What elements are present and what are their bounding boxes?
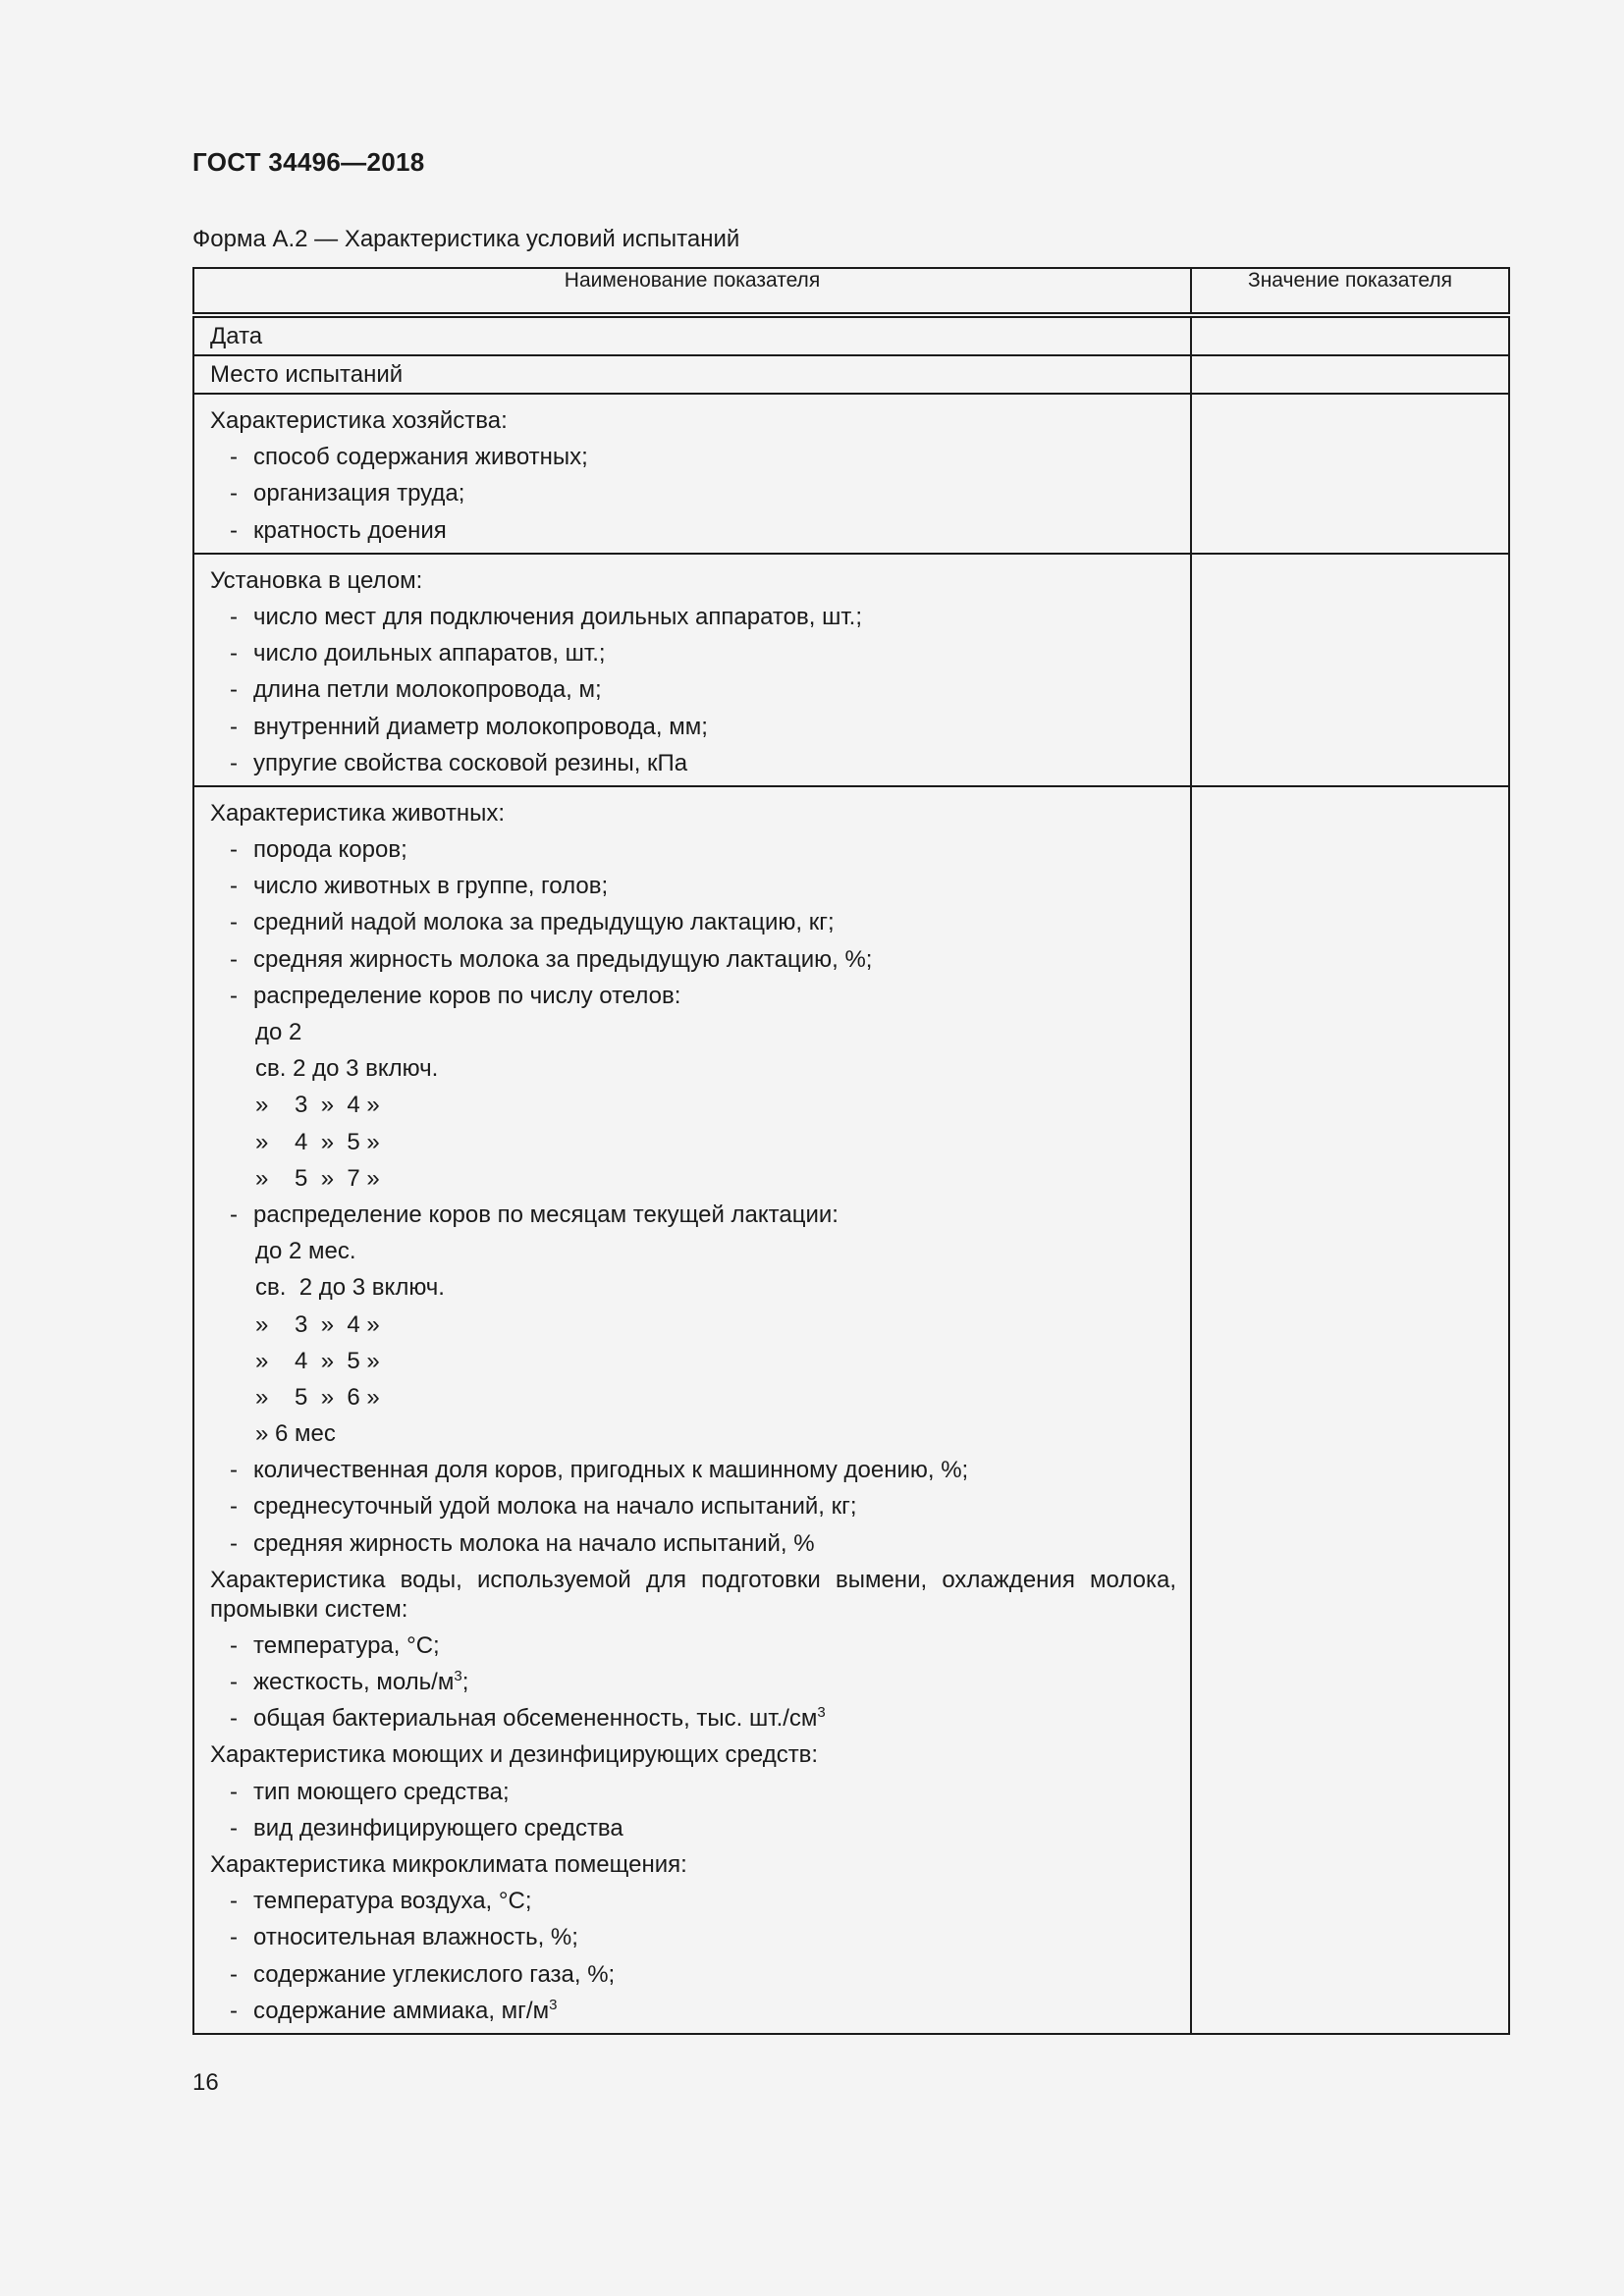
sub-item: » 5 » 6 »	[255, 1383, 380, 1411]
sub-item: » 4 » 5 »	[255, 1128, 380, 1155]
list-item: - кратность доения	[230, 516, 447, 544]
list-item: - относительная влажность, %;	[230, 1924, 578, 1951]
list-item: - температура воздуха, °C;	[230, 1888, 532, 1915]
list-item: - средняя жирность молока на начало испытаний, %	[230, 1529, 815, 1557]
list-item: - порода коров;	[230, 836, 407, 864]
list-item: - тип моющего средства;	[230, 1778, 510, 1805]
list-item: - средний надой молока за предыдущую лактацию, кг;	[230, 909, 835, 936]
indicator-cell	[193, 554, 1191, 786]
section-title-microclimate: Характеристика микроклимата помещения:	[210, 1850, 687, 1878]
section-title-farm: Характеристика хозяйства:	[210, 407, 508, 434]
column-header-indicator: Наименование показателя	[193, 268, 1191, 315]
document-code: ГОСТ 34496—2018	[192, 147, 425, 177]
list-item: - количественная доля коров, пригодных к машинному доению, %;	[230, 1457, 969, 1484]
list-item: - распределение коров по числу отелов:	[230, 982, 681, 1009]
sub-item: » 3 » 4 »	[255, 1310, 380, 1338]
table-row	[193, 355, 1509, 394]
form-title: Форма А.2 — Характеристика условий испытаний	[192, 226, 740, 252]
list-item: - длина петли молокопровода, м;	[230, 676, 602, 704]
value-cell	[1191, 394, 1509, 554]
row-label-place: Место испытаний	[210, 361, 404, 388]
sub-item: св. 2 до 3 включ.	[255, 1274, 445, 1302]
list-item: - среднесуточный удой молока на начало испытаний, кг;	[230, 1493, 857, 1521]
list-item: - содержание аммиака, $мг/м^3$	[230, 1996, 558, 2024]
list-item: - число доильных аппаратов, шт.;	[230, 640, 606, 667]
value-cell	[1191, 355, 1509, 394]
list-item: - содержание углекислого газа, %;	[230, 1960, 616, 1988]
sub-item: » 4 » 5 »	[255, 1347, 380, 1374]
section-title-water: Характеристика воды, используемой для подготовки вымени, охлаждения молока, промывки систем:	[210, 1566, 1176, 1623]
indicator-cell	[193, 786, 1191, 2034]
sub-item: св. 2 до 3 включ.	[255, 1055, 439, 1083]
value-cell	[1191, 315, 1509, 355]
list-item: - внутренний диаметр молокопровода, мм;	[230, 713, 708, 740]
list-item: - средняя жирность молока за предыдущую лактацию, %;	[230, 945, 873, 973]
list-item: - число животных в группе, голов;	[230, 873, 609, 900]
list-item: - общая бактериальная обсемененность, тыс. $шт./см^3$	[230, 1704, 826, 1733]
indicator-cell	[193, 355, 1191, 394]
section-title-animals: Характеристика животных:	[210, 799, 506, 827]
value-cell	[1191, 786, 1509, 2034]
table-row	[193, 786, 1509, 2034]
table-row	[193, 315, 1509, 355]
list-item: - температура, °C;	[230, 1631, 440, 1659]
conditions-table	[192, 267, 1510, 2035]
indicator-cell	[193, 394, 1191, 554]
row-label-date: Дата	[210, 323, 263, 349]
column-header-value: Значение показателя	[1191, 268, 1509, 315]
sub-item: до 2 мес.	[255, 1238, 356, 1265]
list-item: - способ содержания животных;	[230, 444, 588, 471]
sub-item: до 2	[255, 1019, 302, 1045]
list-item: - число мест для подключения доильных аппаратов, шт.;	[230, 603, 862, 630]
list-item: - упругие свойства сосковой резины, кПа	[230, 749, 688, 776]
sub-item: » 5 » 7 »	[255, 1164, 380, 1192]
section-title-detergents: Характеристика моющих и дезинфицирующих средств:	[210, 1741, 819, 1769]
value-cell	[1191, 554, 1509, 786]
list-item: - распределение коров по месяцам текущей лактации:	[230, 1201, 839, 1228]
indicator-cell	[193, 315, 1191, 355]
list-item: - жесткость, моль/$м^3$;	[230, 1668, 469, 1695]
sub-item: » 3 » 4 »	[255, 1092, 380, 1119]
table-header-row	[193, 268, 1509, 315]
table-row	[193, 554, 1509, 786]
list-item: - организация труда;	[230, 480, 465, 507]
list-item: - вид дезинфицирующего средства	[230, 1814, 623, 1842]
section-title-installation: Установка в целом:	[210, 566, 423, 594]
sub-item: » 6 мес	[255, 1420, 336, 1448]
page-number: 16	[192, 2069, 219, 2096]
table-row	[193, 394, 1509, 554]
